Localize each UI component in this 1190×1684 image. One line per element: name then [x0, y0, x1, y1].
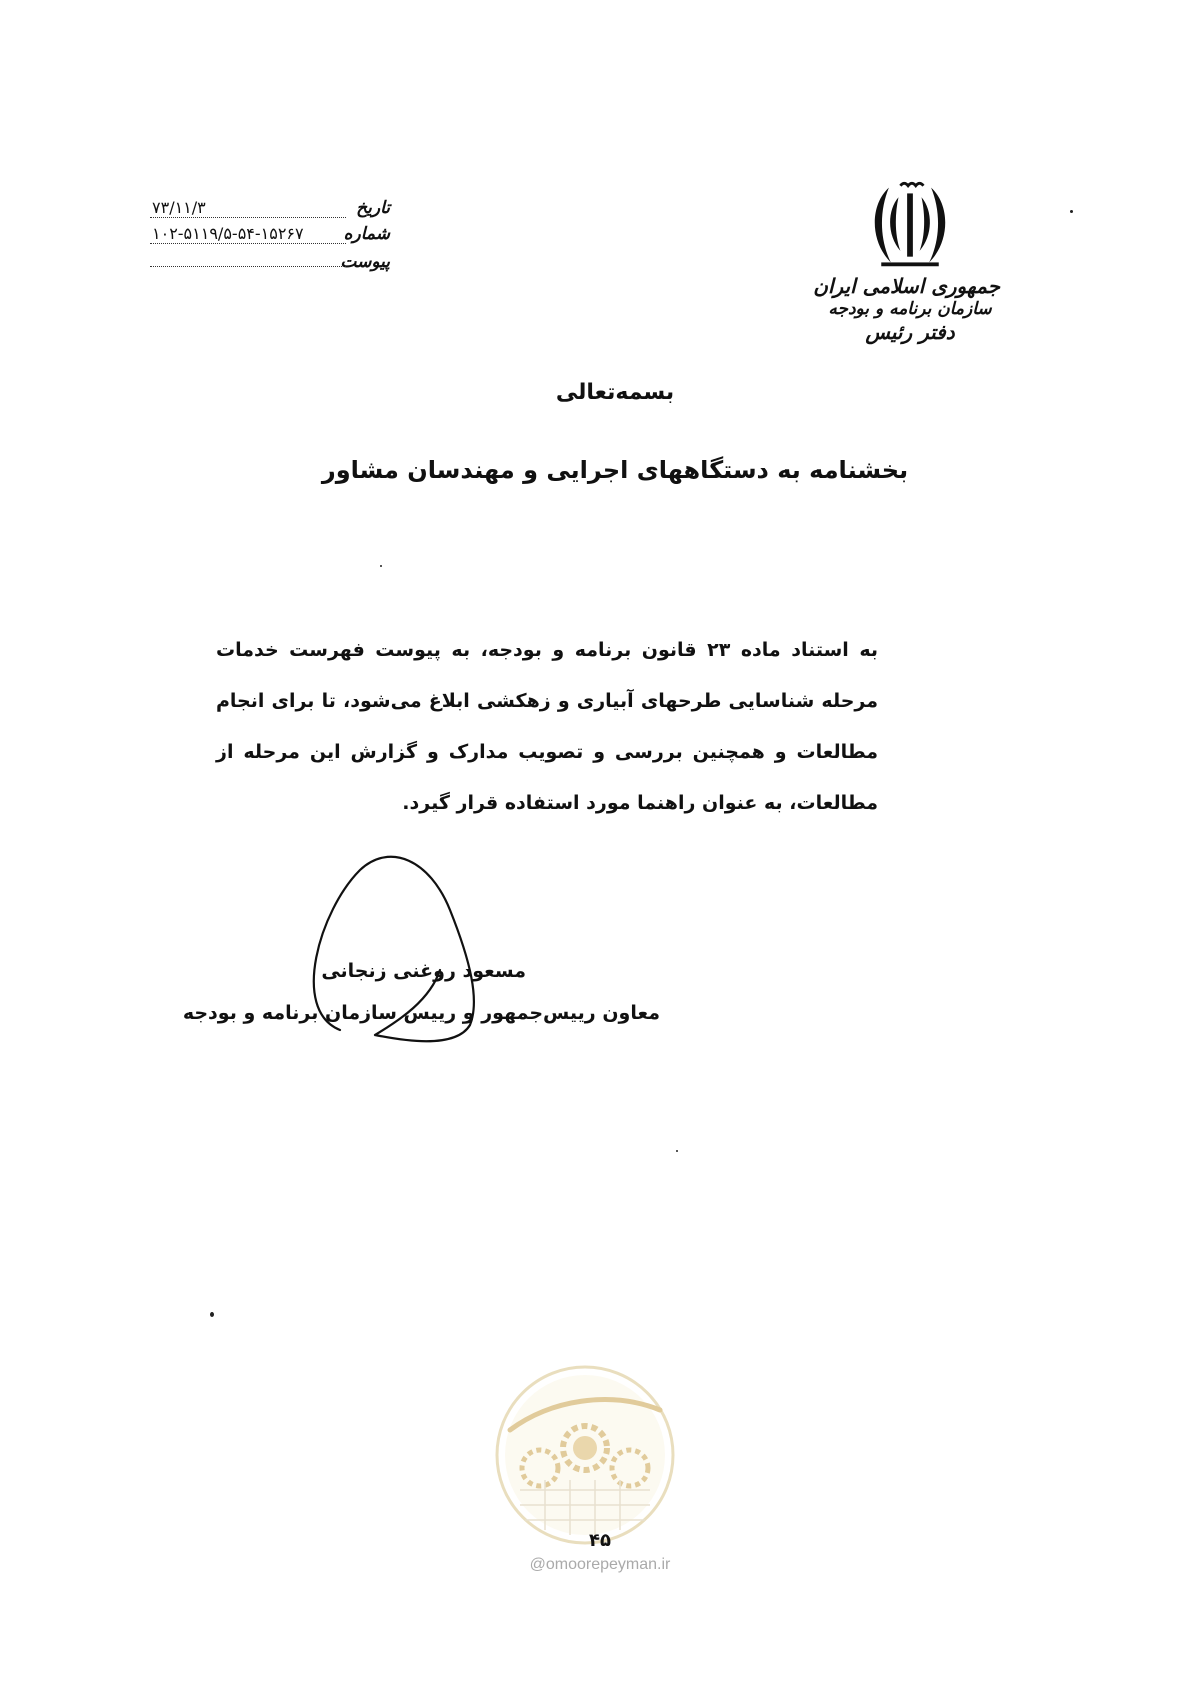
meta-attachment-row	[150, 250, 390, 276]
page-number: ۴۵	[589, 1530, 611, 1551]
letter-meta	[150, 198, 390, 276]
meta-number-row	[150, 224, 390, 250]
handwritten-signature-icon	[280, 850, 500, 1060]
meta-number-label: شماره	[343, 224, 390, 244]
meta-date-row	[150, 198, 390, 224]
circular-body: به استناد ماده ۲۳ قانون برنامه و بودجه، به پیوست فهرست خدمات مرحله شناسایی طرحهای آبیاری و زهکشی ابلاغ می‌شود، تا برای انجام مطالعات و همچنین بررسی و تصویب مدارک و گزارش این مرحله از مطالعات، به عنوان راهنما مورد استفاده قرار گیرد.	[216, 639, 878, 814]
iran-emblem-icon	[862, 180, 958, 272]
scan-speck	[1070, 210, 1073, 213]
letterhead-organization	[813, 180, 1000, 380]
org-office: دفتر رئیس	[865, 320, 955, 345]
scan-speck	[380, 565, 382, 567]
watermark-logo-icon	[490, 1360, 680, 1550]
meta-attachment-label: پیوست	[340, 252, 390, 272]
scan-speck	[210, 1312, 214, 1317]
scan-speck	[676, 1150, 678, 1152]
signature-block	[182, 850, 660, 1070]
basmala-heading: بسمه‌تعالی	[555, 380, 675, 405]
meta-attachment-value	[150, 250, 346, 267]
circular-title: بخشنامه به دستگاههای اجرایی و مهندسان مشاور	[321, 456, 909, 484]
org-country: جمهوری اسلامی ایران	[813, 274, 1000, 298]
meta-number-value: ۱۰۲-۵۱۱۹/۵-۵۴-۱۵۲۶۷	[150, 224, 346, 244]
signer-name: مسعود روغنی زنجانی	[321, 960, 526, 982]
signer-position: معاون رییس‌جمهور و رییس سازمان برنامه و بودجه	[182, 1002, 660, 1024]
website-credit: @omoorepeyman.ir	[529, 1556, 671, 1573]
org-name: سازمان برنامه و بودجه	[828, 299, 992, 319]
meta-date-label: تاریخ	[356, 198, 390, 218]
meta-date-value: ۷۳/۱۱/۳	[150, 198, 346, 218]
